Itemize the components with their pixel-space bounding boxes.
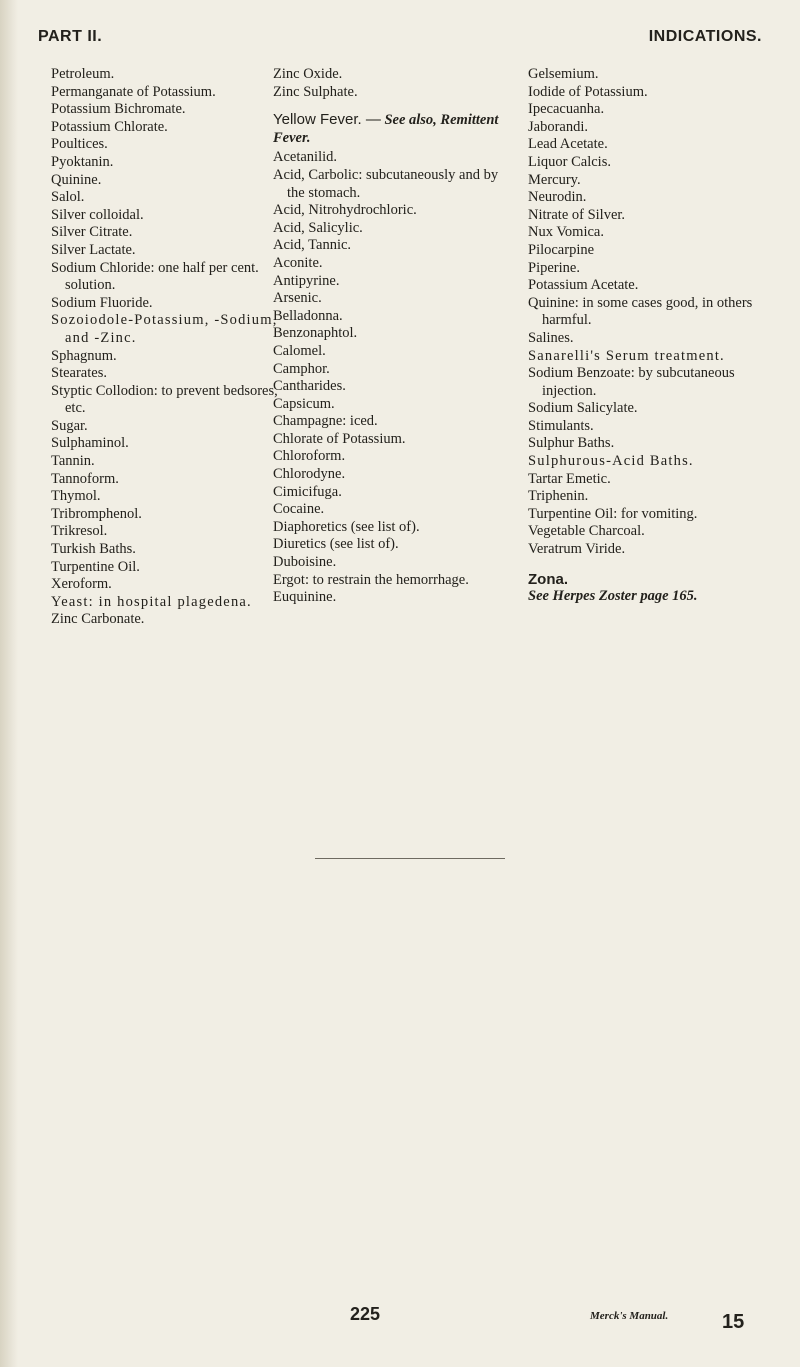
list-item: Potassium Chlorate.	[51, 118, 168, 135]
list-item: Tannin.	[51, 453, 95, 470]
list-item: Silver colloidal.	[51, 206, 144, 223]
column-divider-rule	[315, 858, 505, 859]
column-2-list	[273, 149, 513, 606]
list-item: Tartar Emetic.	[528, 470, 611, 487]
list-item: Tribromphenol.	[51, 505, 142, 522]
list-item: Sodium Chloride: one half per cent. solution.	[51, 259, 259, 294]
list-item: Potassium Bichromate.	[51, 101, 186, 118]
list-item: Salol.	[51, 189, 85, 206]
list-item: Permanganate of Potassium.	[51, 83, 216, 100]
list-item: Sulphaminol.	[51, 435, 129, 452]
list-item: Cimicifuga.	[273, 483, 342, 500]
page-number: 225	[350, 1304, 381, 1324]
list-item: Liquor Calcis.	[528, 153, 611, 170]
list-item: Sulphur Baths.	[528, 435, 615, 452]
list-item: Nux Vomica.	[528, 224, 604, 241]
list-item: Acid, Tannic.	[273, 237, 352, 254]
zona-title: Zona.	[528, 570, 568, 588]
list-item: Benzonaphtol.	[273, 325, 358, 342]
list-item: Lead Acetate.	[528, 136, 608, 153]
list-item: Gelsemium.	[528, 66, 599, 82]
list-item: Cantharides.	[273, 378, 346, 395]
list-item: Potassium Acetate.	[528, 277, 639, 294]
list-item: Zinc Sulphate.	[273, 83, 358, 100]
list-item: Turpentine Oil: for vomiting.	[528, 505, 698, 522]
list-item: Poultices.	[51, 136, 108, 153]
list-item: Acid, Nitrohydrochloric.	[273, 202, 417, 219]
header-section: INDICATIONS.	[648, 28, 762, 45]
yellow-fever-title: Yellow Fever. —	[273, 111, 381, 129]
list-item: Yeast: in hospital plagedena.	[51, 593, 252, 610]
list-item: Jaborandi.	[528, 118, 588, 135]
column-1	[51, 66, 281, 629]
list-item: Trikresol.	[51, 523, 108, 540]
list-item: Silver Lactate.	[51, 241, 136, 258]
column-2-top-list	[273, 66, 513, 101]
column-1-list	[51, 66, 281, 629]
list-item: Stearates.	[51, 365, 107, 382]
list-item: Neurodin.	[528, 189, 587, 206]
list-item: Sodium Fluoride.	[51, 294, 153, 311]
zona-see-reference: See Herpes Zoster page 165.	[528, 588, 698, 605]
list-item: Ergot: to restrain the hemorrhage.	[273, 571, 469, 588]
list-item: Sugar.	[51, 417, 88, 434]
list-item: Diaphoretics (see list of).	[273, 518, 420, 535]
yellow-fever-see-also: See also, Remittent Fever.	[273, 112, 499, 146]
list-item: Stimulants.	[528, 417, 594, 434]
list-item: Pyoktanin.	[51, 153, 114, 170]
list-item: Sozoiodole-Potassium, -Sodium, and -Zinc.	[51, 312, 278, 346]
column-2	[273, 66, 513, 607]
list-item: Sphagnum.	[51, 347, 117, 364]
book-title: Merck's Manual.	[590, 1310, 669, 1322]
list-item: Cocaine.	[273, 501, 325, 518]
list-item: Turpentine Oil.	[51, 558, 140, 575]
list-item: Piperine.	[528, 259, 580, 276]
header-part: PART II.	[38, 28, 103, 45]
list-item: Diuretics (see list of).	[273, 536, 399, 553]
list-item: Thymol.	[51, 488, 101, 505]
list-item: Chlorate of Potassium.	[273, 430, 406, 447]
list-item: Vegetable Charcoal.	[528, 523, 645, 540]
list-item: Arsenic.	[273, 290, 322, 307]
list-item: Zinc Carbonate.	[51, 611, 145, 628]
list-item: Tannoform.	[51, 470, 119, 487]
zona-heading	[528, 571, 768, 606]
yellow-fever-heading	[273, 111, 513, 147]
list-item: Quinine.	[51, 171, 102, 188]
list-item: Silver Citrate.	[51, 224, 133, 241]
list-item: Antipyrine.	[273, 272, 340, 289]
page-edge-shadow	[0, 0, 18, 1367]
column-3-list	[528, 66, 768, 559]
list-item: Xeroform.	[51, 576, 112, 593]
list-item: Acid, Carbolic: subcutaneously and by the stomach.	[273, 166, 499, 201]
list-item: Sulphurous-Acid Baths.	[528, 453, 694, 470]
list-item: Sanarelli's Serum treatment.	[528, 347, 725, 364]
column-3	[528, 66, 768, 608]
list-item: Belladonna.	[273, 307, 343, 324]
list-item: Turkish Baths.	[51, 541, 136, 558]
list-item: Acid, Salicylic.	[273, 219, 363, 236]
list-item: Triphenin.	[528, 488, 589, 505]
list-item: Sodium Salicylate.	[528, 400, 638, 417]
list-item: Chloroform.	[273, 448, 346, 465]
list-item: Styptic Collodion: to prevent bedsores, etc.	[51, 382, 278, 417]
list-item: Veratrum Viride.	[528, 541, 626, 558]
list-item: Salines.	[528, 329, 574, 346]
list-item: Sodium Benzoate: by subcutaneous injection.	[528, 365, 735, 399]
list-item: Ipecacuanha.	[528, 101, 605, 118]
list-item: Acetanilid.	[273, 149, 338, 166]
list-item: Nitrate of Silver.	[528, 206, 626, 223]
list-item: Aconite.	[273, 254, 323, 271]
list-item: Euquinine.	[273, 589, 337, 606]
list-item: Champagne: iced.	[273, 413, 378, 430]
list-item: Mercury.	[528, 171, 581, 188]
list-item: Calomel.	[273, 342, 326, 359]
list-item: Camphor.	[273, 360, 330, 377]
list-item: Duboisine.	[273, 554, 337, 571]
list-item: Zinc Oxide.	[273, 66, 343, 82]
list-item: Quinine: in some cases good, in others harmful.	[528, 294, 753, 329]
page-header	[38, 28, 762, 54]
list-item: Petroleum.	[51, 66, 115, 82]
signature-number: 15	[722, 1311, 745, 1333]
list-item: Iodide of Potassium.	[528, 83, 648, 100]
list-item: Capsicum.	[273, 395, 335, 412]
list-item: Chlorodyne.	[273, 466, 346, 483]
list-item: Pilocarpine	[528, 241, 595, 258]
